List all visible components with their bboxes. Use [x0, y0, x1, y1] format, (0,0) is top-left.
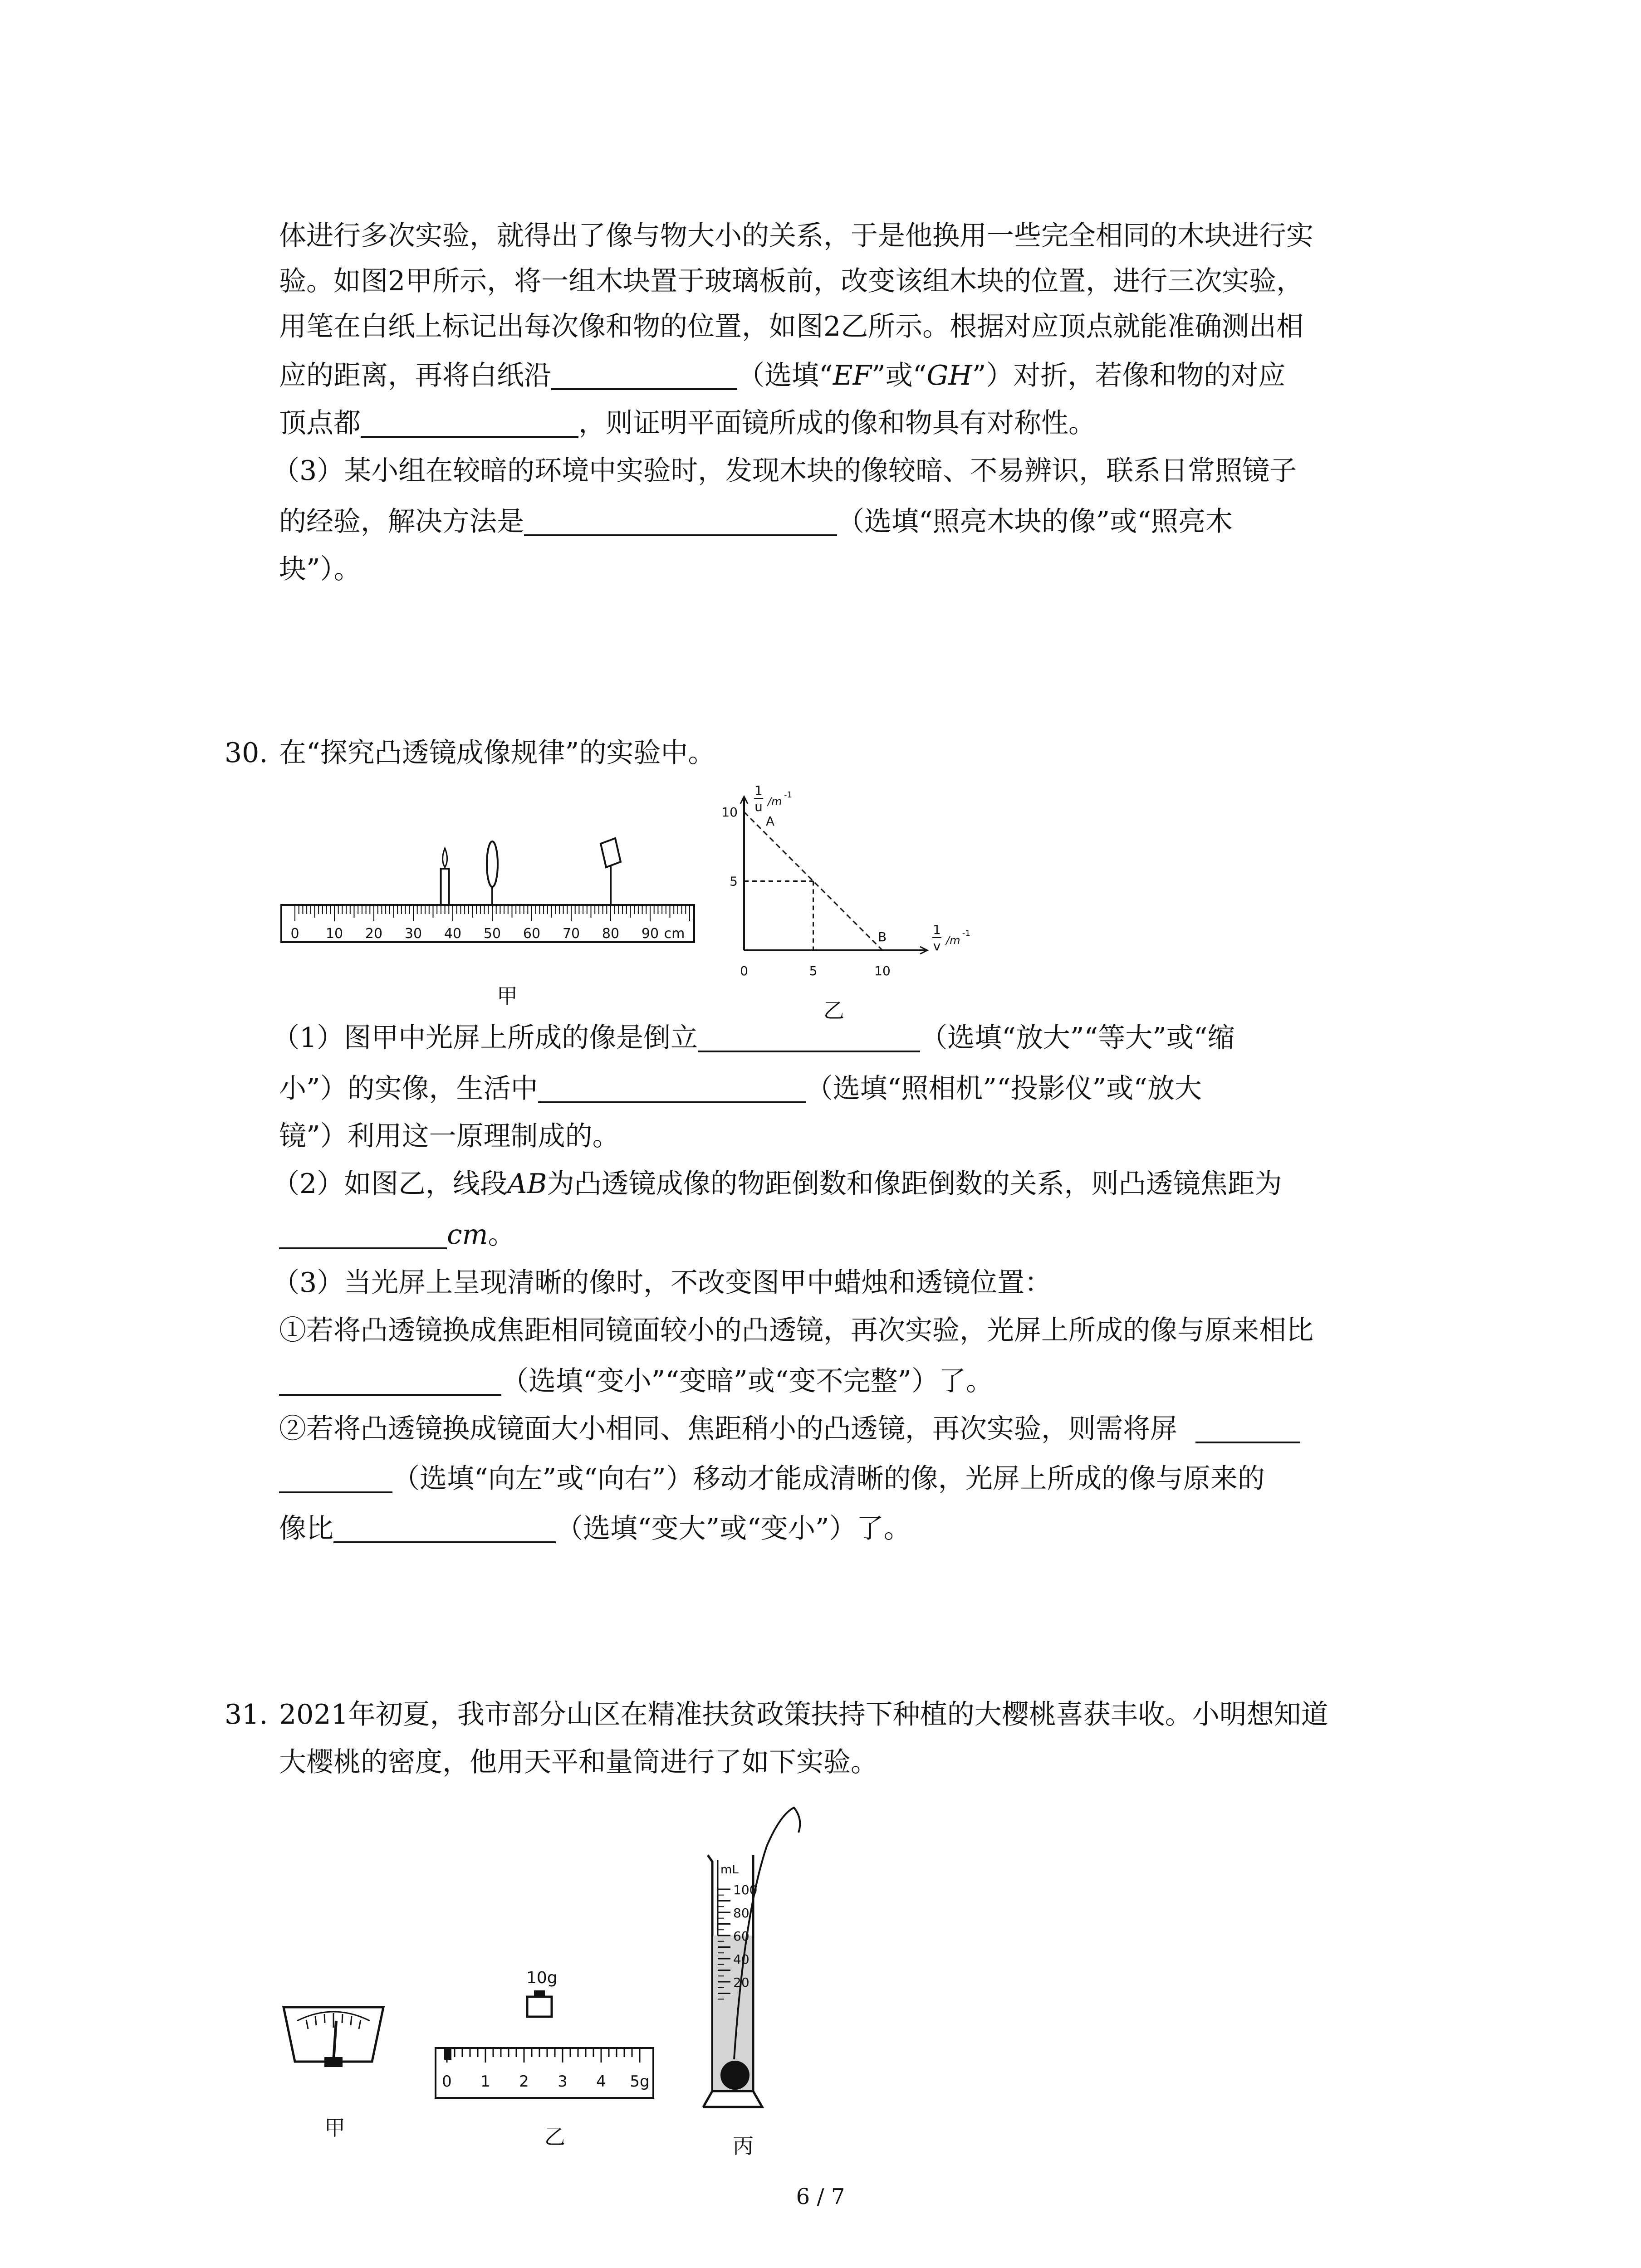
y-label-numerator: 1 — [754, 783, 763, 798]
answer-blank-vertices[interactable] — [361, 408, 578, 438]
q30-part-3-1-options: （选填“变小”“变暗”或“变不完整”）了。 — [501, 1365, 994, 1397]
q29-line-7-end: （选填“照亮木块的像”或“照亮木 — [837, 506, 1233, 538]
x-tick-label: 5 — [809, 963, 818, 978]
answer-blank-fold-line[interactable] — [551, 360, 737, 390]
q30-part-3-2-line-3 — [279, 1510, 911, 1547]
q29-line-7-text: 的经验，解决方法是 — [279, 506, 524, 538]
q29-line-5-end: ，则证明平面镜所成的像和物具有对称性。 — [578, 407, 1096, 439]
q29-line-4-or: ”或“ — [872, 360, 927, 391]
reciprocal-distance-graph — [703, 780, 985, 989]
y-tick-label: 10 — [721, 805, 738, 820]
q30-part-3-1-line-2 — [279, 1363, 993, 1399]
q31-number: 31. — [225, 1699, 268, 1730]
answer-blank-image-size-change[interactable] — [333, 1513, 556, 1543]
q29-part-3: （3）某小组在较暗的环境中实验时，发现木块的像较暗、不易辨识，联系日常照镜子 — [272, 455, 1297, 487]
bench-tick-label: 0 — [290, 926, 299, 942]
cylinder-tick-label: 80 — [733, 1906, 749, 1921]
rider-tick-label: 3 — [558, 2072, 568, 2091]
bench-tick-label: 50 — [483, 926, 501, 942]
x-tick-label: 10 — [874, 963, 891, 978]
q30-stem: 在“探究凸透镜成像规律”的实验中。 — [279, 737, 715, 769]
q30-part-1-line-3: 镜”）利用这一原理制成的。 — [279, 1120, 620, 1152]
answer-blank-device[interactable] — [538, 1073, 806, 1103]
balance-scale-figure — [279, 1994, 388, 2084]
fig-jia-caption: 甲 — [497, 984, 518, 1008]
q30-part-2-period: 。 — [488, 1219, 515, 1251]
answer-blank-screen-direction-1[interactable] — [1195, 1413, 1300, 1443]
cherry-icon — [720, 2061, 749, 2090]
q30-part-1-line-2-options: （选填“照相机”“投影仪”或“放大 — [805, 1073, 1202, 1105]
answer-blank-screen-direction-2[interactable] — [279, 1463, 392, 1493]
bench-tick-label: 30 — [404, 926, 422, 942]
bench-tick-label: 40 — [444, 926, 462, 942]
rider-ruler-figure — [426, 1964, 662, 2105]
q30-part-3-2-line-3-text: 像比 — [279, 1513, 333, 1545]
q29-line-8: 块”）。 — [279, 553, 361, 585]
q29-line-4 — [279, 357, 1285, 394]
point-a-label: A — [766, 814, 775, 829]
q30-part-3-2-options: （选填“向左”或“向右”）移动才能成清晰的像，光屏上所成的像与原来的 — [392, 1463, 1265, 1495]
q29-line-1: 体进行多次实验，就得出了像与物大小的关系，于是他换用一些完全相同的木块进行实 — [279, 220, 1313, 252]
q30-part-1-line-1 — [272, 1020, 1235, 1056]
q31-line-2: 大樱桃的密度，他用天平和量筒进行了如下实验。 — [279, 1746, 878, 1778]
label-ef: EF — [833, 360, 872, 391]
rider-tick-label: 2 — [519, 2072, 529, 2091]
answer-blank-image-size[interactable] — [698, 1022, 920, 1052]
answer-blank-solution[interactable] — [524, 506, 837, 536]
q31-fig-bing-caption: 丙 — [733, 2134, 754, 2158]
q30-number: 30. — [225, 737, 268, 769]
cylinder-tick-label: 40 — [733, 1952, 749, 1967]
q30-part-3-2-line-3-options: （选填“变大”或“变小”）了。 — [556, 1513, 911, 1545]
q29-line-4-text: 应的距离，再将白纸沿 — [279, 360, 551, 391]
q29-line-7 — [279, 503, 1233, 540]
q31-fig-jia-caption: 甲 — [324, 2116, 345, 2140]
bench-unit-label: cm — [664, 926, 685, 942]
rider-tick-label: 4 — [596, 2072, 606, 2091]
q30-part-3-2-line-2 — [279, 1461, 1265, 1497]
q31-line-1: 2021年初夏，我市部分山区在精准扶贫政策扶持下种植的大樱桃喜获丰收。小明想知道 — [279, 1699, 1328, 1730]
answer-blank-focal-length[interactable] — [279, 1219, 447, 1249]
rider-tick-label: 5g — [630, 2072, 650, 2091]
bench-tick-label: 10 — [325, 926, 343, 942]
q30-part-1-line-2-text: 小”）的实像，生活中 — [279, 1073, 538, 1105]
q29-line-2: 验。如图2甲所示，将一组木块置于玻璃板前，改变该组木块的位置，进行三次实验， — [279, 265, 1304, 297]
answer-blank-image-change[interactable] — [279, 1366, 501, 1396]
q30-part-2-line-2 — [279, 1217, 515, 1253]
y-label-denominator: u — [754, 799, 763, 814]
q30-part-1-line-2 — [279, 1070, 1202, 1107]
q30-part-3-1-line-1: ①若将凸透镜换成焦距相同镜面较小的凸透镜，再次实验，光屏上所成的像与原来相比 — [279, 1315, 1313, 1346]
q30-part-3-2-text: ②若将凸透镜换成镜面大小相同、焦距稍小的凸透镜，再次实验，则需将屏 — [279, 1413, 1177, 1445]
bench-tick-label: 60 — [523, 926, 541, 942]
q29-line-3: 用笔在白纸上标记出每次像和物的位置，如图2乙所示。根据对应顶点就能准确测出相 — [279, 311, 1304, 342]
measuring-cylinder-figure — [694, 1805, 812, 2118]
cylinder-tick-label: 20 — [733, 1975, 749, 1990]
light-screen-icon — [601, 838, 621, 905]
y-label-unit: /m — [768, 795, 782, 808]
label-gh: GH — [926, 360, 972, 391]
q30-part-2-line-1 — [272, 1166, 1282, 1202]
x-label-unit: /m — [946, 934, 960, 947]
y-label-unit-exponent: -1 — [784, 790, 792, 800]
q30-part-2-text-2: 为凸透镜成像的物距倒数和像距倒数的关系，则凸透镜焦距为 — [547, 1168, 1282, 1200]
segment-ab-label: AB — [507, 1168, 547, 1200]
bench-tick-label: 90 — [641, 926, 659, 942]
cylinder-tick-label: 60 — [733, 1929, 749, 1944]
unit-cm: cm — [447, 1219, 488, 1251]
weight-icon — [527, 1990, 552, 2017]
q29-line-4-option-open: （选填“ — [737, 360, 833, 391]
origin-label: 0 — [740, 963, 748, 978]
q30-part-2-text: （2）如图乙，线段 — [272, 1168, 508, 1200]
x-label-numerator: 1 — [933, 922, 941, 937]
cylinder-tick-label: 100 — [733, 1882, 758, 1897]
rider-tick-label: 0 — [442, 2072, 452, 2091]
bench-tick-label: 80 — [602, 926, 620, 942]
page-number: 6 / 7 — [796, 2184, 845, 2209]
bench-tick-label: 70 — [562, 926, 580, 942]
q30-part-3: （3）当光屏上呈现清晰的像时，不改变图甲中蜡烛和透镜位置： — [272, 1267, 1052, 1299]
q29-line-4-end: ”）对折，若像和物的对应 — [972, 360, 1286, 391]
weight-label: 10g — [526, 1969, 558, 1987]
x-label-denominator: v — [933, 938, 941, 953]
rider-marker — [444, 2048, 451, 2060]
rider-tick-label: 1 — [480, 2072, 490, 2091]
y-tick-label: 5 — [730, 874, 738, 889]
candle-icon — [441, 848, 449, 905]
q30-part-1-text: （1）图甲中光屏上所成的像是倒立 — [272, 1022, 698, 1054]
fig-yi-caption: 乙 — [823, 998, 844, 1023]
cylinder-base — [703, 2091, 762, 2107]
convex-lens-icon — [487, 841, 498, 905]
cylinder-unit-label: mL — [720, 1863, 739, 1877]
q29-line-5-text: 顶点都 — [279, 407, 361, 439]
bench-tick-label: 20 — [365, 926, 383, 942]
q31-fig-yi-caption: 乙 — [544, 2125, 565, 2149]
q30-part-1-options: （选填“放大”“等大”或“缩 — [920, 1022, 1235, 1054]
q30-part-3-2-line-1 — [279, 1411, 1300, 1447]
x-label-unit-exponent: -1 — [962, 929, 970, 938]
q29-line-5 — [279, 405, 1096, 441]
point-b-label: B — [878, 929, 887, 944]
optical-bench-figure — [277, 835, 703, 957]
